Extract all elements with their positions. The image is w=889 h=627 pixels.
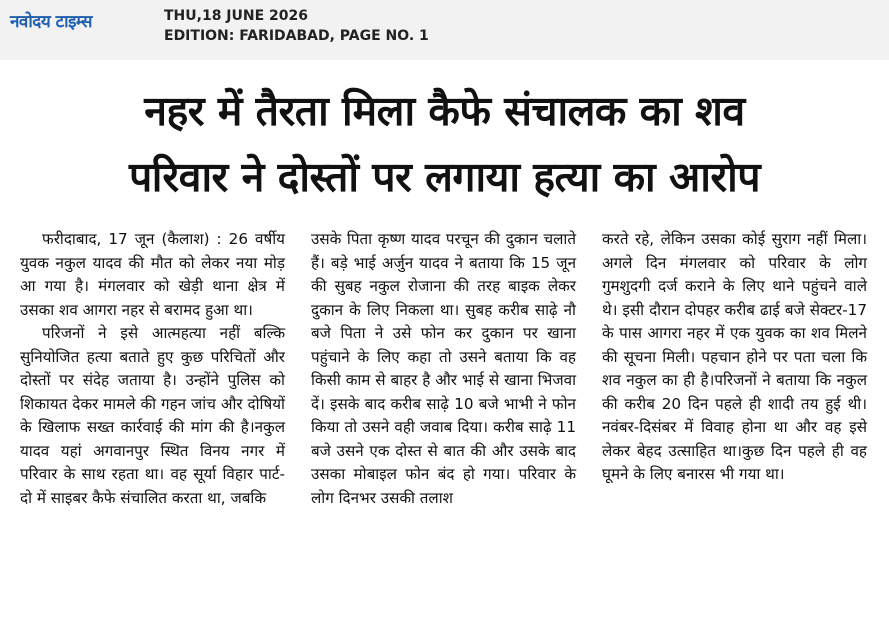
headline-line-2: परिवार ने दोस्तों पर लगाया हत्या का आरोप	[128, 153, 761, 201]
article-column-3	[602, 228, 867, 510]
article-body	[20, 228, 868, 510]
edition-info	[164, 6, 429, 46]
article-column-2	[311, 228, 576, 510]
paragraph: परिजनों ने इसे आत्महत्या नहीं बल्कि सुनियोजित हत्या बताते हुए कुछ परिचितों और दोस्तों पर संदेह जताया है। उन्होंने पुलिस को शिकायत देकर मामले की गहन जांच और दोषियों के खिलाफ सख्त कार्रवाई की मांग की है।नकुल यादव यहां अगवानपुर स्थित विनय नगर में परिवार के साथ रहता था। वह सूर्या विहार पार्ट-दो में साइबर कैफे संचालित करता था, जबकि	[20, 324, 285, 507]
masthead-bar	[0, 0, 889, 60]
headline-line-1: नहर में तैरता मिला कैफे संचालक का शव	[144, 87, 745, 135]
paragraph-dateline: फरीदाबाद, 17 जून (कैलाश) : 26 वर्षीय युवक नकुल यादव की मौत को लेकर नया मोड़ आ गया है। मंगलवार को खेड़ी थाना क्षेत्र में उसका शव आगरा नहर से बरामद हुआ था।	[20, 230, 285, 319]
article-headline	[0, 78, 889, 210]
edition-page: EDITION: FARIDABAD, PAGE NO. 1	[164, 28, 429, 44]
newspaper-logo: नवोदय टाइम्स	[10, 12, 92, 32]
publication-date: THU,18 JUNE 2026	[164, 8, 309, 24]
paragraph: उसके पिता कृष्ण यादव परचून की दुकान चलाते हैं। बड़े भाई अर्जुन यादव ने बताया कि 15 जून की सुबह नकुल रोजाना की तरह बाइक लेकर दुकान के लिए निकला था। सुबह करीब साढ़े नौ बजे पिता ने उसे फोन कर दुकान पर खाना पहुंचाने के लिए कहा तो उसने बताया कि वह किसी काम से बाहर है और भाई से खाना भिजवा दें। इसके बाद करीब साढ़े 10 बजे भाभी ने फोन किया तो उसने वही जवाब दिया। करीब साढ़े 11 बजे उसने एक दोस्त से बात की और उसके बाद उसका मोबाइल फोन बंद हो गया। परिवार के लोग दिनभर उसकी तलाश	[311, 230, 576, 507]
article-column-1	[20, 228, 285, 510]
paragraph: करते रहे, लेकिन उसका कोई सुराग नहीं मिला। अगले दिन मंगलवार को परिवार के लोग गुमशुदगी दर्ज कराने के लिए थाने पहुंचने वाले थे। इसी दौरान दोपहर करीब ढाई बजे सेक्टर-17 के पास आगरा नहर में एक युवक का शव मिलने की सूचना मिली। पहचान होने पर पता चला कि शव नकुल का ही है।परिजनों ने बताया कि नकुल की करीब 20 दिन पहले ही शादी तय हुई थी। नवंबर-दिसंबर में विवाह होना था और वह इसे लेकर बेहद उत्साहित था।कुछ दिन पहले ही वह घूमने के लिए बनारस भी गया था।	[602, 230, 867, 483]
